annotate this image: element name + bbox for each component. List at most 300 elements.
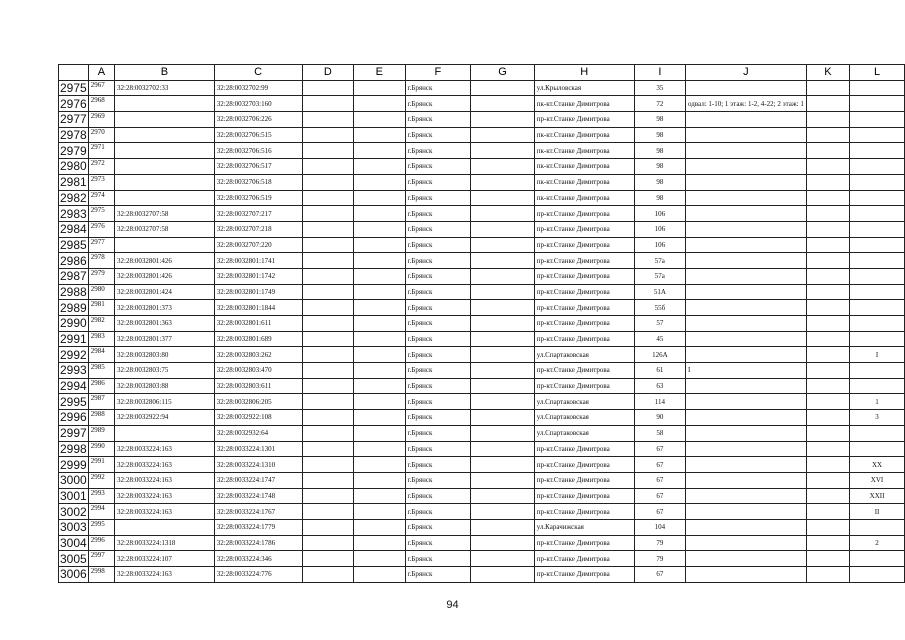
cell-a[interactable]: 2986: [88, 378, 114, 394]
cell-c[interactable]: 32:28:0033224:346: [214, 551, 302, 567]
cell-k[interactable]: [806, 347, 849, 363]
cell-g[interactable]: [471, 567, 534, 583]
cell-b[interactable]: 32:28:0032801:426: [115, 268, 215, 284]
cell-i[interactable]: 67: [634, 488, 685, 504]
cell-a[interactable]: 2980: [88, 284, 114, 300]
cell-c[interactable]: 32:28:0032707:217: [214, 206, 302, 222]
cell-j[interactable]: [685, 316, 806, 332]
cell-g[interactable]: [471, 206, 534, 222]
cell-e[interactable]: [354, 300, 405, 316]
row-number[interactable]: 2988: [60, 284, 87, 299]
cell-e[interactable]: [354, 331, 405, 347]
cell-f[interactable]: г.Брянск: [405, 457, 471, 473]
cell-c[interactable]: 32:28:0032706:518: [214, 174, 302, 190]
row-number[interactable]: 2978: [60, 128, 87, 143]
cell-e[interactable]: [354, 253, 405, 269]
cell-b[interactable]: 32:28:0032801:426: [115, 253, 215, 269]
cell-a[interactable]: 2969: [88, 112, 114, 128]
row-number[interactable]: 2977: [60, 112, 87, 127]
cell-f[interactable]: г.Брянск: [405, 331, 471, 347]
row-number[interactable]: 2984: [60, 222, 87, 237]
cell-d[interactable]: [302, 378, 354, 394]
cell-b[interactable]: 32:28:0032806:115: [115, 394, 215, 410]
cell-j[interactable]: [685, 268, 806, 284]
cell-i[interactable]: 114: [634, 394, 685, 410]
cell-l[interactable]: [850, 221, 905, 237]
cell-j[interactable]: [685, 488, 806, 504]
cell-g[interactable]: [471, 535, 534, 551]
cell-l[interactable]: [850, 378, 905, 394]
cell-i[interactable]: 67: [634, 472, 685, 488]
row-number[interactable]: 2998: [60, 441, 87, 456]
cell-f[interactable]: г.Брянск: [405, 221, 471, 237]
cell-h[interactable]: пр-кт.Станке Димитрова: [534, 472, 634, 488]
cell-i[interactable]: 126А: [634, 347, 685, 363]
row-number[interactable]: 2979: [60, 143, 87, 158]
cell-i[interactable]: 57: [634, 316, 685, 332]
cell-k[interactable]: [806, 504, 849, 520]
cell-k[interactable]: [806, 190, 849, 206]
cell-g[interactable]: [471, 237, 534, 253]
cell-j[interactable]: [685, 237, 806, 253]
cell-k[interactable]: [806, 457, 849, 473]
cell-b[interactable]: 32:28:0033224:163: [115, 488, 215, 504]
cell-k[interactable]: [806, 206, 849, 222]
cell-l[interactable]: [850, 159, 905, 175]
cell-l[interactable]: [850, 174, 905, 190]
cell-d[interactable]: [302, 551, 354, 567]
cell-f[interactable]: г.Брянск: [405, 551, 471, 567]
cell-f[interactable]: г.Брянск: [405, 535, 471, 551]
row-number[interactable]: 2975: [60, 81, 87, 96]
cell-d[interactable]: [302, 300, 354, 316]
cell-f[interactable]: г.Брянск: [405, 190, 471, 206]
cell-c[interactable]: 32:28:0032706:515: [214, 127, 302, 143]
cell-d[interactable]: [302, 221, 354, 237]
cell-g[interactable]: [471, 347, 534, 363]
cell-i[interactable]: 98: [634, 190, 685, 206]
cell-g[interactable]: [471, 96, 534, 112]
cell-h[interactable]: пр-кт.Станке Димитрова: [534, 551, 634, 567]
row-number[interactable]: 2990: [60, 316, 87, 331]
column-header-i[interactable]: I: [634, 65, 685, 81]
cell-l[interactable]: [850, 284, 905, 300]
cell-g[interactable]: [471, 127, 534, 143]
row-number[interactable]: 3000: [60, 473, 87, 488]
cell-h[interactable]: пк-кт.Станке Димитрова: [534, 127, 634, 143]
cell-c[interactable]: 32:28:0032707:220: [214, 237, 302, 253]
cell-i[interactable]: 79: [634, 535, 685, 551]
cell-c[interactable]: 32:28:0032702:99: [214, 80, 302, 96]
cell-j[interactable]: [685, 410, 806, 426]
cell-g[interactable]: [471, 221, 534, 237]
cell-i[interactable]: 98: [634, 159, 685, 175]
cell-d[interactable]: [302, 331, 354, 347]
cell-j[interactable]: [685, 441, 806, 457]
cell-a[interactable]: 2985: [88, 363, 114, 379]
cell-d[interactable]: [302, 159, 354, 175]
cell-j[interactable]: [685, 206, 806, 222]
cell-k[interactable]: [806, 394, 849, 410]
cell-c[interactable]: 32:28:0032801:1749: [214, 284, 302, 300]
cell-l[interactable]: [850, 363, 905, 379]
column-header-c[interactable]: C: [214, 65, 302, 81]
cell-a[interactable]: 2976: [88, 221, 114, 237]
row-number[interactable]: 3005: [60, 551, 87, 566]
cell-a[interactable]: 2990: [88, 441, 114, 457]
cell-b[interactable]: 32:28:0033224:163: [115, 567, 215, 583]
cell-f[interactable]: г.Брянск: [405, 268, 471, 284]
cell-d[interactable]: [302, 253, 354, 269]
cell-c[interactable]: 32:28:0032803:611: [214, 378, 302, 394]
cell-j[interactable]: [685, 504, 806, 520]
cell-d[interactable]: [302, 425, 354, 441]
cell-h[interactable]: пр-кт.Станке Димитрова: [534, 504, 634, 520]
cell-b[interactable]: 32:28:0033224:163: [115, 457, 215, 473]
cell-b[interactable]: 32:28:0032803:75: [115, 363, 215, 379]
cell-b[interactable]: [115, 174, 215, 190]
row-number[interactable]: 3003: [60, 520, 87, 535]
cell-i[interactable]: 106: [634, 237, 685, 253]
cell-d[interactable]: [302, 268, 354, 284]
column-header-e[interactable]: E: [354, 65, 405, 81]
cell-e[interactable]: [354, 206, 405, 222]
cell-i[interactable]: 98: [634, 143, 685, 159]
cell-i[interactable]: 51А: [634, 284, 685, 300]
cell-k[interactable]: [806, 363, 849, 379]
cell-l[interactable]: [850, 253, 905, 269]
cell-d[interactable]: [302, 96, 354, 112]
cell-i[interactable]: 57а: [634, 253, 685, 269]
cell-l[interactable]: 3: [850, 410, 905, 426]
cell-a[interactable]: 2995: [88, 519, 114, 535]
cell-j[interactable]: [685, 551, 806, 567]
cell-h[interactable]: пр-кт.Станке Димитрова: [534, 331, 634, 347]
cell-b[interactable]: 32:28:0033224:107: [115, 551, 215, 567]
cell-f[interactable]: г.Брянск: [405, 441, 471, 457]
cell-j[interactable]: [685, 457, 806, 473]
cell-h[interactable]: пр-кт.Станке Димитрова: [534, 567, 634, 583]
cell-f[interactable]: г.Брянск: [405, 174, 471, 190]
cell-g[interactable]: [471, 551, 534, 567]
row-number[interactable]: 2987: [60, 269, 87, 284]
cell-h[interactable]: ул.Спартаковская: [534, 425, 634, 441]
cell-f[interactable]: г.Брянск: [405, 112, 471, 128]
cell-d[interactable]: [302, 519, 354, 535]
cell-i[interactable]: 61: [634, 363, 685, 379]
cell-d[interactable]: [302, 394, 354, 410]
cell-d[interactable]: [302, 410, 354, 426]
cell-i[interactable]: 58: [634, 425, 685, 441]
cell-d[interactable]: [302, 441, 354, 457]
cell-g[interactable]: [471, 519, 534, 535]
cell-h[interactable]: пр-кт.Станке Димитрова: [534, 488, 634, 504]
cell-j[interactable]: одвал: 1-10; 1 этаж: 1-2, 4-22; 2 этаж: 1: [685, 96, 806, 112]
cell-c[interactable]: 32:28:0033224:1747: [214, 472, 302, 488]
cell-b[interactable]: 32:28:0032803:80: [115, 347, 215, 363]
cell-d[interactable]: [302, 504, 354, 520]
cell-k[interactable]: [806, 441, 849, 457]
cell-h[interactable]: пр-кт.Станке Димитрова: [534, 363, 634, 379]
cell-g[interactable]: [471, 143, 534, 159]
cell-g[interactable]: [471, 268, 534, 284]
column-header-d[interactable]: D: [302, 65, 354, 81]
cell-f[interactable]: г.Брянск: [405, 504, 471, 520]
cell-b[interactable]: 32:28:0032707:58: [115, 221, 215, 237]
cell-a[interactable]: 2996: [88, 535, 114, 551]
cell-l[interactable]: XX: [850, 457, 905, 473]
cell-c[interactable]: 32:28:0032801:611: [214, 316, 302, 332]
cell-k[interactable]: [806, 253, 849, 269]
row-number[interactable]: 2992: [60, 347, 87, 362]
cell-c[interactable]: 32:28:0032707:218: [214, 221, 302, 237]
cell-g[interactable]: [471, 378, 534, 394]
cell-a[interactable]: 2967: [88, 80, 114, 96]
cell-j[interactable]: [685, 190, 806, 206]
cell-h[interactable]: ул.Крыловская: [534, 80, 634, 96]
cell-a[interactable]: 2977: [88, 237, 114, 253]
cell-a[interactable]: 2971: [88, 143, 114, 159]
row-number[interactable]: 3006: [60, 567, 87, 582]
cell-a[interactable]: 2987: [88, 394, 114, 410]
cell-c[interactable]: 32:28:0033224:1786: [214, 535, 302, 551]
cell-i[interactable]: 45: [634, 331, 685, 347]
cell-i[interactable]: 63: [634, 378, 685, 394]
cell-e[interactable]: [354, 190, 405, 206]
cell-i[interactable]: 67: [634, 441, 685, 457]
cell-i[interactable]: 106: [634, 221, 685, 237]
cell-b[interactable]: 32:28:0032801:363: [115, 316, 215, 332]
column-header-f[interactable]: F: [405, 65, 471, 81]
cell-i[interactable]: 106: [634, 206, 685, 222]
cell-k[interactable]: [806, 378, 849, 394]
cell-g[interactable]: [471, 363, 534, 379]
cell-f[interactable]: г.Брянск: [405, 488, 471, 504]
cell-c[interactable]: 32:28:0033224:1779: [214, 519, 302, 535]
cell-k[interactable]: [806, 96, 849, 112]
cell-d[interactable]: [302, 535, 354, 551]
row-number[interactable]: 3004: [60, 535, 87, 550]
cell-l[interactable]: [850, 331, 905, 347]
cell-l[interactable]: [850, 112, 905, 128]
cell-j[interactable]: [685, 567, 806, 583]
cell-g[interactable]: [471, 394, 534, 410]
cell-k[interactable]: [806, 268, 849, 284]
cell-g[interactable]: [471, 504, 534, 520]
cell-c[interactable]: 32:28:0032801:689: [214, 331, 302, 347]
cell-e[interactable]: [354, 237, 405, 253]
cell-a[interactable]: 2983: [88, 331, 114, 347]
cell-g[interactable]: [471, 300, 534, 316]
cell-k[interactable]: [806, 551, 849, 567]
cell-f[interactable]: г.Брянск: [405, 159, 471, 175]
cell-g[interactable]: [471, 410, 534, 426]
cell-a[interactable]: 2994: [88, 504, 114, 520]
cell-f[interactable]: г.Брянск: [405, 378, 471, 394]
cell-l[interactable]: [850, 96, 905, 112]
column-header-b[interactable]: B: [115, 65, 215, 81]
cell-d[interactable]: [302, 143, 354, 159]
cell-f[interactable]: г.Брянск: [405, 127, 471, 143]
row-number[interactable]: 2981: [60, 175, 87, 190]
column-header-h[interactable]: H: [534, 65, 634, 81]
cell-h[interactable]: пк-кт.Станке Димитрова: [534, 96, 634, 112]
cell-f[interactable]: г.Брянск: [405, 425, 471, 441]
cell-l[interactable]: [850, 80, 905, 96]
row-number[interactable]: 3002: [60, 504, 87, 519]
cell-l[interactable]: [850, 316, 905, 332]
cell-k[interactable]: [806, 284, 849, 300]
cell-g[interactable]: [471, 488, 534, 504]
cell-c[interactable]: 32:28:0033224:1310: [214, 457, 302, 473]
cell-k[interactable]: [806, 331, 849, 347]
cell-j[interactable]: [685, 80, 806, 96]
cell-k[interactable]: [806, 112, 849, 128]
cell-f[interactable]: г.Брянск: [405, 253, 471, 269]
cell-f[interactable]: г.Брянск: [405, 316, 471, 332]
cell-h[interactable]: пр-кт.Станке Димитрова: [534, 378, 634, 394]
cell-g[interactable]: [471, 457, 534, 473]
cell-e[interactable]: [354, 127, 405, 143]
cell-i[interactable]: 67: [634, 457, 685, 473]
row-number[interactable]: 2997: [60, 426, 87, 441]
cell-j[interactable]: [685, 112, 806, 128]
cell-a[interactable]: 2972: [88, 159, 114, 175]
cell-e[interactable]: [354, 472, 405, 488]
row-number[interactable]: 2991: [60, 332, 87, 347]
cell-c[interactable]: 32:28:0032706:519: [214, 190, 302, 206]
cell-d[interactable]: [302, 363, 354, 379]
cell-i[interactable]: 67: [634, 504, 685, 520]
cell-i[interactable]: 90: [634, 410, 685, 426]
row-number[interactable]: 2985: [60, 237, 87, 252]
cell-b[interactable]: 32:28:0033224:163: [115, 441, 215, 457]
cell-h[interactable]: ул.Карачижская: [534, 519, 634, 535]
cell-d[interactable]: [302, 488, 354, 504]
cell-e[interactable]: [354, 567, 405, 583]
cell-l[interactable]: [850, 143, 905, 159]
cell-b[interactable]: [115, 112, 215, 128]
cell-i[interactable]: 67: [634, 567, 685, 583]
cell-f[interactable]: г.Брянск: [405, 300, 471, 316]
cell-j[interactable]: [685, 221, 806, 237]
cell-j[interactable]: [685, 535, 806, 551]
cell-f[interactable]: г.Брянск: [405, 363, 471, 379]
cell-i[interactable]: 79: [634, 551, 685, 567]
cell-i[interactable]: 57а: [634, 268, 685, 284]
cell-j[interactable]: [685, 347, 806, 363]
cell-c[interactable]: 32:28:0032801:1741: [214, 253, 302, 269]
cell-d[interactable]: [302, 316, 354, 332]
cell-c[interactable]: 32:28:0032803:470: [214, 363, 302, 379]
cell-b[interactable]: 32:28:0032801:373: [115, 300, 215, 316]
cell-k[interactable]: [806, 143, 849, 159]
column-header-l[interactable]: L: [850, 65, 905, 81]
cell-e[interactable]: [354, 551, 405, 567]
cell-h[interactable]: пр-кт.Станке Димитрова: [534, 316, 634, 332]
row-number[interactable]: 2982: [60, 190, 87, 205]
cell-d[interactable]: [302, 567, 354, 583]
cell-j[interactable]: [685, 331, 806, 347]
cell-j[interactable]: [685, 174, 806, 190]
cell-e[interactable]: [354, 284, 405, 300]
cell-h[interactable]: пр-кт.Станке Димитрова: [534, 206, 634, 222]
cell-i[interactable]: 98: [634, 112, 685, 128]
cell-h[interactable]: пр-кт.Станке Димитрова: [534, 457, 634, 473]
cell-k[interactable]: [806, 519, 849, 535]
cell-c[interactable]: 32:28:0032803:262: [214, 347, 302, 363]
cell-f[interactable]: г.Брянск: [405, 472, 471, 488]
cell-k[interactable]: [806, 127, 849, 143]
cell-g[interactable]: [471, 80, 534, 96]
cell-d[interactable]: [302, 347, 354, 363]
cell-c[interactable]: 32:28:0033224:1767: [214, 504, 302, 520]
cell-k[interactable]: [806, 316, 849, 332]
cell-e[interactable]: [354, 159, 405, 175]
cell-h[interactable]: ул.Спартаковская: [534, 394, 634, 410]
cell-a[interactable]: 2970: [88, 127, 114, 143]
cell-g[interactable]: [471, 253, 534, 269]
cell-l[interactable]: [850, 567, 905, 583]
cell-f[interactable]: г.Брянск: [405, 237, 471, 253]
cell-k[interactable]: [806, 174, 849, 190]
cell-e[interactable]: [354, 425, 405, 441]
cell-k[interactable]: [806, 237, 849, 253]
cell-a[interactable]: 2981: [88, 300, 114, 316]
cell-c[interactable]: 32:28:0033224:1301: [214, 441, 302, 457]
cell-g[interactable]: [471, 441, 534, 457]
cell-h[interactable]: ул.Спартаковская: [534, 410, 634, 426]
cell-e[interactable]: [354, 535, 405, 551]
corner-cell[interactable]: [59, 65, 89, 81]
cell-e[interactable]: [354, 441, 405, 457]
cell-c[interactable]: 32:28:0033224:776: [214, 567, 302, 583]
cell-c[interactable]: 32:28:0032801:1844: [214, 300, 302, 316]
cell-f[interactable]: г.Брянск: [405, 284, 471, 300]
cell-i[interactable]: 35: [634, 80, 685, 96]
cell-e[interactable]: [354, 363, 405, 379]
cell-c[interactable]: 32:28:0032801:1742: [214, 268, 302, 284]
cell-l[interactable]: [850, 425, 905, 441]
row-number[interactable]: 2986: [60, 253, 87, 268]
cell-b[interactable]: 32:28:0033224:163: [115, 472, 215, 488]
cell-l[interactable]: 1: [850, 394, 905, 410]
cell-e[interactable]: [354, 457, 405, 473]
cell-l[interactable]: [850, 127, 905, 143]
cell-e[interactable]: [354, 316, 405, 332]
cell-h[interactable]: пк-кт.Станке Димитрова: [534, 159, 634, 175]
cell-c[interactable]: 32:28:0032706:516: [214, 143, 302, 159]
cell-b[interactable]: 32:28:0032801:424: [115, 284, 215, 300]
cell-i[interactable]: 98: [634, 174, 685, 190]
cell-a[interactable]: 2991: [88, 457, 114, 473]
cell-b[interactable]: [115, 127, 215, 143]
cell-l[interactable]: [850, 300, 905, 316]
cell-b[interactable]: [115, 425, 215, 441]
cell-h[interactable]: пр-кт.Станке Димитрова: [534, 253, 634, 269]
cell-a[interactable]: 2998: [88, 567, 114, 583]
cell-h[interactable]: пр-кт.Станке Димитрова: [534, 268, 634, 284]
cell-c[interactable]: 32:28:0032703:160: [214, 96, 302, 112]
cell-k[interactable]: [806, 300, 849, 316]
row-number[interactable]: 2993: [60, 363, 87, 378]
row-number[interactable]: 2999: [60, 457, 87, 472]
cell-b[interactable]: 32:28:0033224:1318: [115, 535, 215, 551]
cell-i[interactable]: 72: [634, 96, 685, 112]
cell-c[interactable]: 32:28:0032922:108: [214, 410, 302, 426]
column-header-a[interactable]: A: [88, 65, 114, 81]
cell-l[interactable]: [850, 519, 905, 535]
